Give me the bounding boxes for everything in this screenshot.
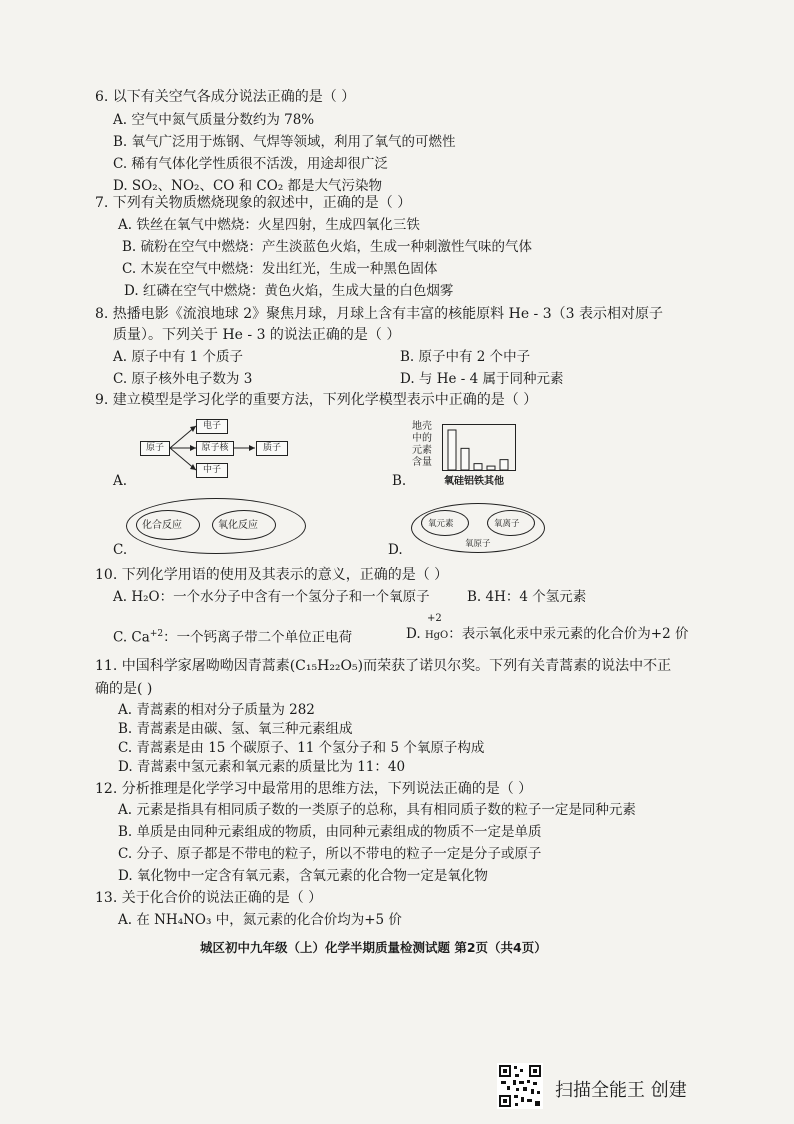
q7-option-d: D. 红磷在空气中燃烧：黄色火焰，生成大量的白色烟雾 xyxy=(124,283,454,299)
q7-option-b: B. 硫粉在空气中燃烧：产生淡蓝色火焰，生成一种刺激性气味的气体 xyxy=(122,239,533,255)
page-footer: 城区初中九年级（上）化学半期质量检测试题 第2页（共4页） xyxy=(200,940,547,955)
q9-b-bar-4 xyxy=(500,460,508,470)
q10-option-c xyxy=(113,625,352,647)
q11-option-c: C. 青蒿素是由 15 个碳原子、11 个氢分子和 5 个氧原子构成 xyxy=(118,740,485,756)
q9-b-bar-3 xyxy=(487,466,495,470)
q9-stem: 9. 建立模型是学习化学的重要方法，下列化学模型表示中正确的是（ ） xyxy=(95,392,538,408)
q8-stem-line2: 质量）。下列关于 He - 3 的说法正确的是（ ） xyxy=(113,327,401,343)
q9-d-right-label: 氧离子 xyxy=(494,519,520,529)
q9-option-d-label: D. xyxy=(388,542,403,558)
q8-option-a: A. 原子中有 1 个质子 xyxy=(113,349,244,365)
q9-d-left-label: 氧元素 xyxy=(428,519,454,529)
q11-option-d: D. 青蒿素中氢元素和氧元素的质量比为 11：40 xyxy=(118,759,406,775)
q6-option-b: B. 氧气广泛用于炼钢、气焊等领域，利用了氧气的可燃性 xyxy=(113,134,456,150)
q9-b-ylabel-2: 中的 xyxy=(412,433,432,444)
q9-a-nucleus-box: 原子核 xyxy=(196,441,234,456)
q10-c-charge: +2 xyxy=(149,629,164,639)
q10-option-d xyxy=(406,613,689,645)
q8-option-b: B. 原子中有 2 个中子 xyxy=(400,349,531,365)
q9-b-ylabel-1: 地壳 xyxy=(412,421,432,432)
q9-b-bar-2 xyxy=(474,464,482,470)
q8-option-c: C. 原子核外电子数为 3 xyxy=(113,371,253,387)
scanner-watermark: 扫描全能王 创建 xyxy=(555,1080,687,1101)
q9-a-electron-box: 电子 xyxy=(196,419,228,434)
qr-code-icon xyxy=(497,1063,543,1109)
q9-c-left-label: 化合反应 xyxy=(142,520,182,531)
q9-a-atom-box: 原子 xyxy=(140,441,170,456)
q6-option-d: D. SO₂、NO₂、CO 和 CO₂ 都是大气污染物 xyxy=(113,178,383,194)
q12-option-d: D. 氧化物中一定含有氧元素，含氧元素的化合物一定是氧化物 xyxy=(118,868,488,884)
q6-stem: 6. 以下有关空气各成分说法正确的是（ ） xyxy=(95,89,356,105)
q6-option-c: C. 稀有气体化学性质很不活泼，用途却很广泛 xyxy=(113,156,388,172)
q9-b-ylabel-4: 含量 xyxy=(412,457,432,468)
q10-d-prefix: D. xyxy=(406,626,425,642)
q11-option-a: A. 青蒿素的相对分子质量为 282 xyxy=(118,702,315,718)
q10-d-symbol: HgO xyxy=(424,630,449,641)
q8-option-d: D. 与 He - 4 属于同种元素 xyxy=(400,371,564,387)
q9-b-bar-0 xyxy=(448,430,456,470)
q10-d-text: ：表示氧化汞中汞元素的化合价为+2 价 xyxy=(448,626,689,642)
q12-option-c: C. 分子、原子都是不带电的粒子，所以不带电的粒子一定是分子或原子 xyxy=(118,846,542,862)
q10-c-text: ：一个钙离子带二个单位正电荷 xyxy=(163,629,353,646)
q10-d-formula xyxy=(424,613,449,645)
q9-option-b-label: B. xyxy=(392,473,407,489)
q12-option-b: B. 单质是由同种元素组成的物质，由同种元素组成的物质不一定是单质 xyxy=(118,824,542,840)
q10-option-a: A. H₂O：一个水分子中含有一个氢分子和一个氧原子 xyxy=(113,589,430,605)
q11-stem-line1: 11. 中国科学家屠呦呦因青蒿素(C₁₅H₂₂O₅)而荣获了诺贝尔奖。下列有关青蒿素的说法中不正 xyxy=(95,658,672,674)
q9-option-c-label: C. xyxy=(113,542,128,558)
q9-a-proton-box: 质子 xyxy=(256,441,288,456)
q10-option-b: B. 4H：4 个氢元素 xyxy=(467,589,587,605)
q9-b-ylabel-3: 元素 xyxy=(412,445,432,456)
q9-b-bar-chart xyxy=(442,424,516,472)
q7-option-a: A. 铁丝在氧气中燃烧：火星四射，生成四氧化三铁 xyxy=(118,217,420,233)
q10-stem: 10. 下列化学用语的使用及其表示的意义，正确的是（ ） xyxy=(95,567,449,583)
q11-stem-line2: 确的是( ) xyxy=(95,681,153,697)
q10-d-valence: +2 xyxy=(426,613,442,624)
q12-stem: 12. 分析推理是化学学习中最常用的思维方法，下列说法正确的是（ ） xyxy=(95,781,533,797)
q10-c-prefix: C. Ca xyxy=(113,629,150,646)
q7-option-c: C. 木炭在空气中燃烧：发出红光，生成一种黑色固体 xyxy=(122,261,438,277)
q9-c-right-label: 氧化反应 xyxy=(218,520,258,531)
q6-option-a: A. 空气中氮气质量分数约为 78% xyxy=(113,112,315,128)
q13-stem: 13. 关于化合价的说法正确的是（ ） xyxy=(95,890,323,906)
q8-stem-line1: 8. 热播电影《流浪地球 2》聚焦月球，月球上含有丰富的核能原料 He - 3（3 表示相对原子 xyxy=(95,306,664,322)
q7-stem: 7. 下列有关物质燃烧现象的叙述中，正确的是（ ） xyxy=(95,195,412,211)
q9-a-neutron-box: 中子 xyxy=(196,463,228,478)
q9-option-a-label: A. xyxy=(113,473,128,489)
q9-d-bottom-label: 氧原子 xyxy=(465,539,491,549)
q12-option-a: A. 元素是指具有相同质子数的一类原子的总称，具有相同质子数的粒子一定是同种元素 xyxy=(118,802,636,818)
q13-option-a: A. 在 NH₄NO₃ 中，氮元素的化合价均为+5 价 xyxy=(118,912,402,928)
q9-b-bar-1 xyxy=(461,448,469,470)
q11-option-b: B. 青蒿素是由碳、氢、氧三种元素组成 xyxy=(118,721,353,737)
q9-b-xlabel: 氧硅铝铁其他 xyxy=(444,476,504,487)
